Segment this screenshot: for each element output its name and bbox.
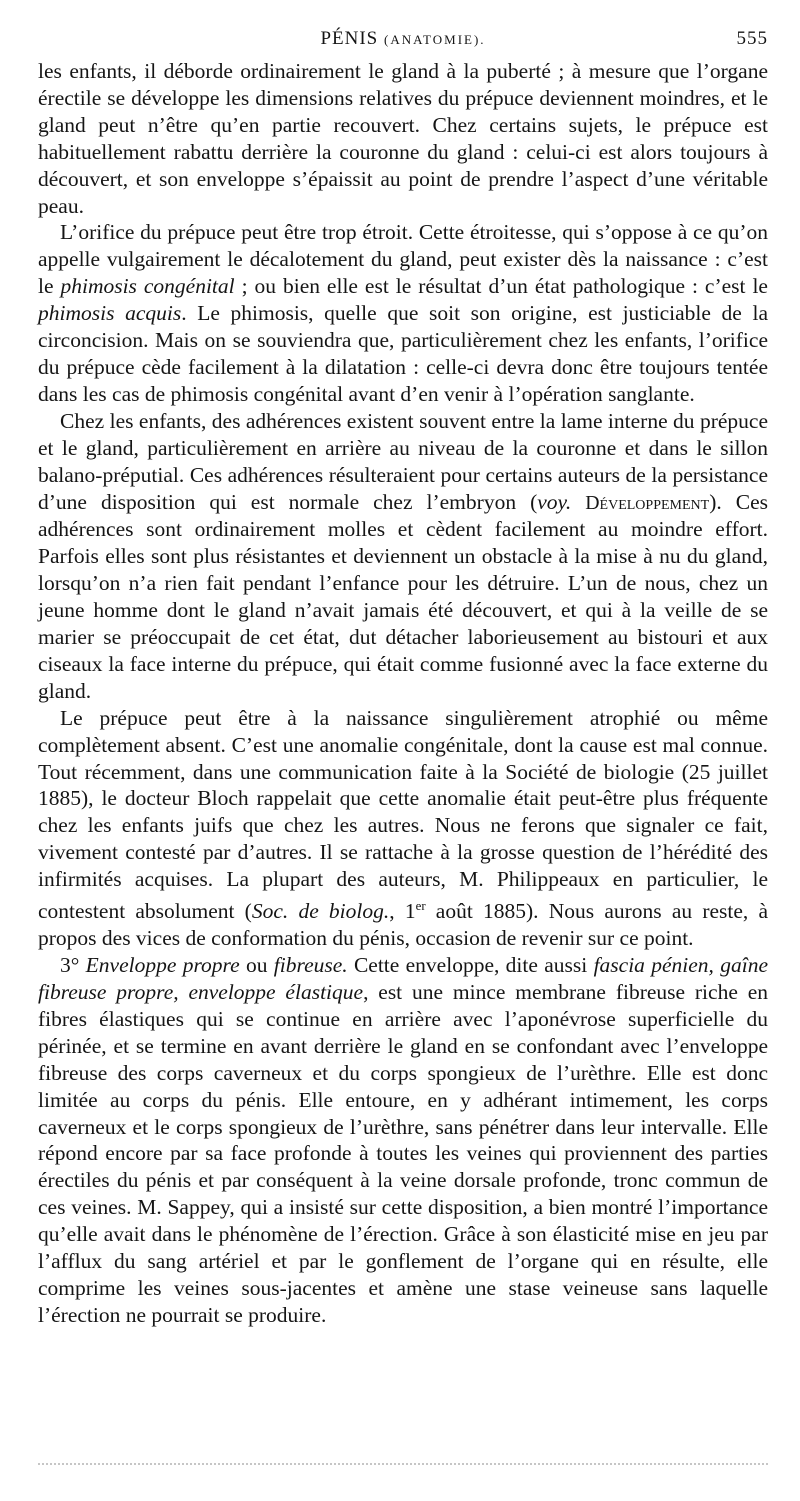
text-run: , 1 (389, 899, 416, 924)
text-run: Cette enveloppe, dite aussi (347, 953, 594, 978)
text-run: L’orifice du prépuce peut être trop étroit. Cette étroitesse, qui s’oppose à ce qu’on appelle vulgairement le décalotement du gland, peut exister dès la naissance : c’est le (38, 220, 768, 299)
text-run: août 1885). Nous aurons au reste, à propos des vices de conformation du pénis, occasion de revenir sur ce point. (38, 899, 769, 951)
running-title (38, 28, 768, 50)
running-header (38, 28, 768, 56)
running-title-sub: (ANATOMIE). (383, 32, 486, 47)
text-run: fascia pénien, gaîne fibreuse propre, enveloppe élastique (38, 953, 768, 1004)
text-run: Développement (585, 491, 710, 514)
text-run: er (415, 899, 426, 914)
text-run: ). Ces adhérences sont ordinairement molles et cèdent facilement au moindre effort. Parfois elles sont plus résistantes et deviennent un obstacle à la mise à nu du gland, lorsqu’on n’a rien fait pendant l’enfance pour les détruire. L’un de nous, chez un jeune homme dont le gland n’avait jamais été découvert, et qui à la veille de se marier se préoccupait de cet état, dut détacher laborieusement au bistouri et aux ciseaux la face interne du prépuce, qui était comme fusionné avec la face externe du gland. (38, 489, 768, 703)
text-run: phimosis congénital (60, 274, 235, 299)
text-run: phimosis acquis (38, 301, 182, 326)
text-run: Soc. de biolog. (251, 899, 390, 924)
page-bottom-rule (38, 1463, 768, 1465)
text-run: 3° (60, 953, 86, 978)
text-run: . Le phimosis, quelle que soit son origine, est justiciable de la circoncision. Mais on se souviendra que, particulièrement chez les enfants, l’orifice du prépuce cède facilement à la dilatation : celle-ci devra donc être toujours tentée dans les cas de phimosis congénital avant d’en venir à l’opération sanglante. (38, 301, 768, 406)
text-run: Enveloppe propre (85, 953, 240, 978)
text-run: ; ou bien elle est le résultat d’un état pathologique : c’est le (234, 274, 768, 299)
text-run (571, 490, 585, 514)
text-run: Le prépuce peut être à la naissance singulièrement atrophié ou même complètement absent. C’est une anomalie congénitale, dont la cause est mal connue. Tout récemment, dans une communication faite à la Société de biologie (25 juillet 1885), le docteur Bloch rappelait que cette anomalie était peut-être plus fréquente chez les enfants juifs que chez les autres. Nous ne ferons que signaler ce fait, vivement contesté par d’autres. Il se rattache à la grosse question de l’hérédité des infirmités acquises. La plupart des auteurs, M. Philippeaux en particulier, le contestent absolument ( (38, 705, 768, 924)
text-run: les enfants, il déborde ordinairement le gland à la puberté ; à mesure que l’organe érectile se développe les dimensions relatives du prépuce deviennent moindres, et le gland peut n’être qu’en partie recouvert. Chez certains sujets, le prépuce est habituellement rabattu derrière la couronne du gland : celui-ci est alors toujours à découvert, et son enveloppe s’épaissit au point de prendre l’aspect d’une véritable peau. (38, 59, 768, 218)
running-title-main: PÉNIS (320, 28, 379, 49)
paragraph (38, 952, 768, 1329)
body-text (38, 58, 768, 1329)
text-run: , est une mince membrane fibreuse riche en fibres élastiques qui se continue en arrière avec l’aponévrose superficielle du périnée, et se termine en avant derrière le gland en se confondant avec l’enveloppe fibreuse des corps caverneux et du corps spongieux de l’urèthre. Elle est donc limitée au corps du pénis. Elle entoure, en y adhérant intimement, les corps caverneux et le corps spongieux de l’urèthre, sans pénétrer dans leur intervalle. Elle répond encore par sa face profonde à toutes les veines qui proviennent des parties érectiles du pénis et par conséquent à la veine dorsale profonde, tronc commun de ces veines. M. Sappey, qui a insisté sur cette disposition, a bien montré l’importance qu’elle avait dans le phénomène de l’érection. Grâce à son élasticité mise en jeu par l’afflux du sang artériel et par le gonflement de l’organe qui en résulte, elle comprime les veines sous-jacentes et amène une stase veineuse sans laquelle l’érection ne pourrait se produire. (38, 979, 768, 1327)
page-number: 555 (736, 28, 768, 49)
text-run: fibreuse. (273, 953, 348, 978)
text-run: ou (239, 953, 274, 978)
paragraph (38, 219, 768, 407)
paragraph (38, 408, 768, 705)
paragraph (38, 58, 768, 219)
text-run: Chez les enfants, des adhérences existent souvent entre la lame interne du prépuce et le gland, particulièrement en arrière au niveau de la couronne et dans le sillon balano-préputial. Ces adhérences résulteraient pour certains auteurs de la persistance d’une disposition qui est normale chez l’embryon ( (38, 408, 768, 514)
paragraph (38, 705, 768, 952)
text-run: voy. (537, 489, 572, 514)
